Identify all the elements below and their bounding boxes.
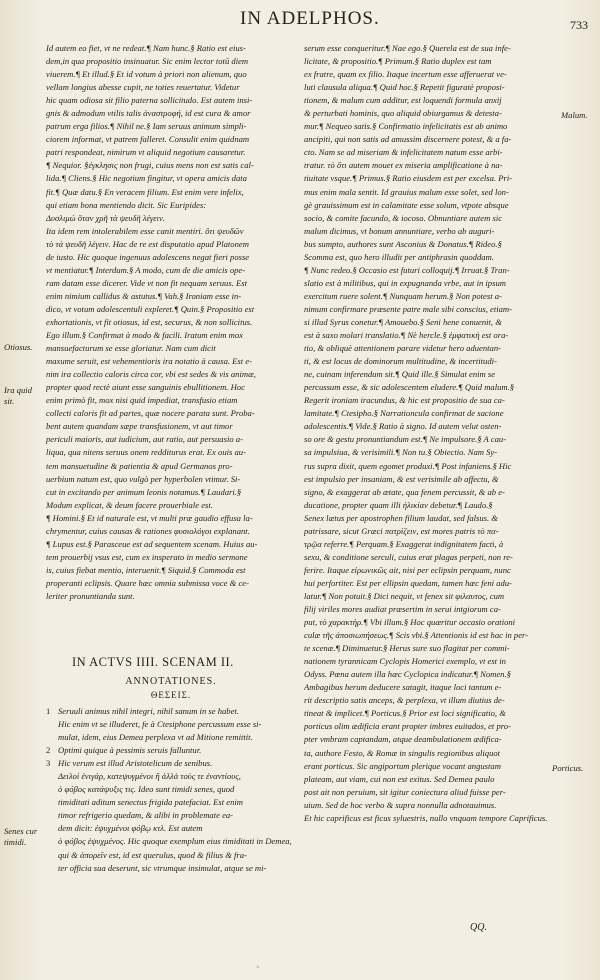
text-line: nimum confirmare præsente patre male sibi conscius, etiam- <box>304 303 512 314</box>
text-line: viuerem.¶ Et illud.§ Et id votum à priori non alienum, quo <box>46 69 247 80</box>
annotation-line <box>46 862 296 875</box>
text-line: tratur. τὸ ὅτι autem mouet ex miseria amplificatione à na- <box>304 160 503 171</box>
text-line: ¶ Nequior. §ἐγκλησις non frugi, cuius mens non est satis cal- <box>46 160 254 171</box>
annotation-text: timiditati aditum senectus frigida patefaciat. Est enim <box>58 797 243 808</box>
text-line: ram datam esse dicerer. Vide vt non fit nequam seruus. Est <box>46 277 247 288</box>
text-line: tiuitate vsque.¶ Primus.§ Ratio eiusdem est per excelsa. Pri- <box>304 173 513 184</box>
running-head: IN ADELPHOS. <box>240 8 380 29</box>
annotation-line <box>46 718 296 731</box>
text-line: tio, & obliquè attentionem parare videtur hero aduentan- <box>304 343 501 354</box>
annotation-number: 2 <box>46 745 51 756</box>
text-line: Odyss. Pœna autem illa hæc Cyclopica indicatur.¶ Nomen.§ <box>304 669 511 680</box>
annotation-text: ὁ φόβος κατάψυξις τις. Ideo sunt timidi senes, quod <box>58 784 235 795</box>
annotation-line <box>46 822 296 835</box>
text-line: uerbium natum est, quo vulgò per hyperbolen vtimur. Si- <box>46 473 241 484</box>
annotation-line <box>46 705 296 718</box>
text-line: bus sumpto, authores sunt Asconius & Donatus.¶ Rideo.§ <box>304 238 502 249</box>
text-line: ¶ Nunc redeo.§ Occasio est futuri colloquij.¶ Irruat.§ Tran- <box>304 264 510 275</box>
text-line: serum esse conqueritur.¶ Nae ego.§ Querela est de sua infe- <box>304 43 511 53</box>
text-line: vellam longius abesse cupit, ne toties reuertatur. Videtur <box>46 82 240 93</box>
margin-note-malum: Malum. <box>561 110 588 120</box>
text-line: Et hic caprificus est ficus syluestris, nullo vnquam tempore Caprificus. <box>304 812 548 823</box>
annotation-line <box>46 849 296 862</box>
annotation-line <box>46 770 296 783</box>
text-line: dico, vt votum adolescentuli expleret.¶ Quin.§ Propositio est <box>46 303 255 314</box>
text-line: mur.¶ Nequeo satis.§ Confirmatio infelicitatis est ab animo <box>304 121 508 132</box>
margin-note-porticus: Porticus. <box>552 763 584 773</box>
text-line: tineat & implicet.¶ Porticus.§ Prior est loci significatio, & <box>304 708 506 719</box>
text-line: porticus olim ædificia erant propter imbres euitados, et pro- <box>304 721 511 732</box>
text-line: enim nimium callidus & astutus.¶ Vah.§ Ironiam esse in- <box>46 290 242 301</box>
margin-note-otiosus: Otiosus. <box>4 342 33 352</box>
text-line: vt mentiatur.¶ Interdum.§ A modo, cum de die amicis ope- <box>46 264 246 275</box>
text-line: nationem tyrannicam Cyclopis Homerici exemplo, vt est in <box>304 656 506 667</box>
text-line: chrymentur, cuius causas & rationes φυσιολόγοι explanant. <box>46 525 250 536</box>
text-line: ¶ Homini.§ Et id naturale est, vt multi præ gaudio effusa la- <box>46 512 253 523</box>
annotations-list <box>46 705 296 875</box>
text-line: ferire. Itaque εἰρωνικῶς ait, nisi per eclipsin perquam, nunc <box>304 564 511 575</box>
text-line: & perturbati hominis, quo aliquid obiurgamus & detesta- <box>304 108 502 119</box>
text-line: patrissare, sicut Græci πατρίζειν, est mores patris τὸ πα- <box>304 525 499 536</box>
text-line: pter vmbram captandam, atque deambulationem ædifica- <box>304 734 502 745</box>
text-line: ne, cuinam inferendum sit.¶ Quid ille.§ Simulat enim se <box>304 369 496 380</box>
text-line: adolescentis.¶ Vide.§ Ratio à signo. Id autem velut osten- <box>304 421 502 432</box>
text-line: patrum erga filios.¶ Nihil ne.§ Iam seruus animum simpli- <box>46 121 247 132</box>
annotation-line <box>46 796 296 809</box>
text-line: signo, & exaggerat ab ætate, qua fenem percussit, & ab e- <box>304 486 505 497</box>
annotation-text: Δειλοὶ ἐνιγάρ, κατεψυγμένοι ἢ ἀλλὰ τοὺς τε ἐναντίους, <box>58 771 241 782</box>
text-line: ducatione, propter quam illi ἡλικίαν debetur.¶ Laudo.§ <box>304 499 493 510</box>
text-line: liqua, qua nitens seruus onem redditurus erat. Ex ouis au- <box>46 447 246 458</box>
text-line: ancipiti, qui non satis ad amussim discernere potest, & a fa- <box>304 134 512 145</box>
annotation-number: 1 <box>46 706 51 716</box>
text-line: τρῷα referre.¶ Perquam.§ Exaggerat indignitatem facti, à <box>304 538 504 549</box>
text-line: leriter pronuntianda sunt. <box>46 590 135 601</box>
text-line: sexu, & conditione serculi, cuius erat plagas perpeti, non re- <box>304 551 513 562</box>
text-line: Δυσλιμώ ὅταν χρῆ τὰ ψευδῆ λέγειν. <box>46 212 165 223</box>
annotation-line <box>46 809 296 822</box>
margin-note-senes: Senes cur timidi. <box>4 826 38 847</box>
text-line: tem prouerbij vsus est, cum ex insperato in medio sermone <box>46 551 248 562</box>
text-line: ¶ Lupus est.§ Parasceue est ad sequentem scenam. Huius au- <box>46 538 258 549</box>
text-line: Scomma est, quo hero illudit per antiphrasin quoddam. <box>304 251 494 262</box>
text-line: percussum esse, & sic adolescentem eludere.¶ Quid malum.§ <box>304 382 515 393</box>
annotation-text: dem dicit: ἐψυχμένοι φόβῳ κτλ. Est autem <box>58 823 203 834</box>
annotation-text: mulat, idem, eius Demea perplexa vt ad Mitione remittit. <box>58 732 253 743</box>
annotation-line <box>46 744 296 757</box>
text-line: hui perfortiter. Est per ellipsin quedam, tamen hæc feni adu- <box>304 577 512 588</box>
text-line: lida.¶ Cliens.§ Hic negotium fingitur, vt opera amicis data <box>46 173 247 184</box>
text-line: maxume seruit, est vehementioris ira notatio à causa. Est e- <box>46 356 252 367</box>
text-line: propter quod rectè aiunt esse sanguinis ebullitionem. Hoc <box>46 382 245 393</box>
text-line: fit.¶ Quæ datu.§ En veracem filium. Est enim vere infelix, <box>46 186 244 197</box>
text-line: enim primò fit, mox nisi quid impediat, transfusio etiam <box>46 395 238 406</box>
text-line: est impulsio per insaniam, & est verisimile ab affectu, & <box>304 473 499 484</box>
annotation-line <box>46 783 296 796</box>
text-line: bent autem quandam sæpe transfusionem, vt aut timor <box>46 421 233 432</box>
annotation-text: timor refrigerio quedam, & alibi in problemate ea- <box>58 810 234 821</box>
annotations-title: ANNOTATIONES. <box>125 676 217 687</box>
text-line: nim ira collectio caloris circa cor, vbi est sedes & vis animæ, <box>46 369 256 380</box>
annotations-subtitle: ΘΕΣΕΙΣ. <box>150 690 192 700</box>
text-line: tem mansuetudine & patientia & apud Germanos pro- <box>46 460 233 471</box>
annotation-number: 3 <box>46 758 51 769</box>
text-line: ti, & est locus de dominorum multitudine, & incertitudi- <box>304 356 497 367</box>
text-line: si illud Syrus conetur.¶ Amouebo.§ Seni hene conuenit, & <box>304 316 502 327</box>
text-line: socio, & comite facundo, & iocoso. Obnuntiare autem sic <box>304 212 503 223</box>
text-line: luti clausula aliqua.¶ Quid hoc.§ Repetit figuratè proposi- <box>304 82 505 93</box>
text-line: de iusto. Hic quoque ingenuus adolescens negat fieri posse <box>46 251 250 262</box>
text-line: cut in excitando per animum leonis notamus.¶ Laudari.§ <box>46 486 242 497</box>
text-line: is, cuius fiebat mentio, interuenit.¶ Siquid.§ Commoda est <box>46 564 246 575</box>
text-line: slatio est à militibus, qui in expugnanda vrbe, aut in ipsum <box>304 277 506 288</box>
text-line: erant porticus. Sic angiportum plerique vocant angustam <box>304 760 501 771</box>
text-line: properanti eclipsis. Quare hæc omnia submissa voce & ce- <box>46 577 249 588</box>
section-title: IN ACTVS IIII. SCENAM II. <box>72 655 234 669</box>
text-line: rus supra dixit, quem egomet produxi.¶ Post infaniens.§ Hic <box>304 460 512 471</box>
annotation-text: Hic verum est illud Aristotelicum de senibus. <box>58 758 213 769</box>
text-line: sa impulsiua, & verisimili.¶ Non tu.§ Obiectio. Nam Sy- <box>304 447 498 458</box>
text-line: est à saxo molari translatio.¶ Nè hercle.§ ἐμφατικὴ est ora- <box>304 330 509 341</box>
annotation-text: qui & ἀπορεῖν est, id est querulus, quod & filius & fra- <box>58 849 247 860</box>
text-line: ta, authore Festo, & Romæ in singulis regionibus aliquot <box>304 747 501 758</box>
annotation-text: Hic enim vt se illuderet, fe à Ctesiphone percussum esse si- <box>58 719 262 730</box>
left-column <box>46 42 296 603</box>
text-line: Ambagibus herum deducere satagit, itaque loci tantum e- <box>304 682 502 693</box>
text-line: collecti caloris fit ad partes, quæ nocere parata sunt. Proba- <box>46 408 255 419</box>
text-line: mansuefacturum se esse gloriatur. Nam cum dicit <box>46 343 216 354</box>
text-line: patri respondeat, nimirum vt aliquid negotium causaretur. <box>46 147 246 158</box>
text-line: rit descriptio satis anceps, & perplexa, vt illum diutius de- <box>304 695 505 706</box>
text-line: licitate, & propositio.¶ Primum.§ Ratio duplex est tam <box>304 56 492 67</box>
text-line: hic quam odiosa sit filio paterna sollicitudo. Est autem insi- <box>46 95 253 106</box>
text-line: exhortationis, vt fit otiosus, id est, securus, & non sollicitus. <box>46 316 253 327</box>
text-line: gnis & admodum vtilis talis ἀναστροφή, id est cura & amor <box>46 108 251 119</box>
text-line: periculi maioris, aut iudicium, aut ratio, aut persuasio a- <box>46 434 243 445</box>
text-line: cto. Nam se ad miseriam & infelicitatem natum esse arbi- <box>304 147 503 158</box>
annotation-text: Optimi quique à pessimis seruis falluntur. <box>58 745 202 756</box>
text-line: put, τὸ χαρακτὴρ.¶ Vbi illum.§ Hoc quæritur occasio orationi <box>304 617 516 628</box>
text-line: culæ τῆς ἀποσιωπήσεως.¶ Scis vbi.§ Attentionis id est hac in per- <box>304 630 529 641</box>
text-line: Ego illum.§ Confirmat à modo & facili. Iratum enim mox <box>46 330 243 341</box>
text-line: so ore & gestu pronuntiandum est.¶ Ne impulsore.§ A cau- <box>304 434 507 445</box>
annotation-text: ter officia sua deserunt, sic vtrumque insimulat, atque se mi- <box>58 862 267 873</box>
annotation-line <box>46 731 296 744</box>
text-line: post ait non peruium, sit igitur coniectura aliud fuisse per- <box>304 786 506 797</box>
text-line: lamitate.¶ Ctesipho.§ Narrationcula confirmat de sacione <box>304 408 504 419</box>
text-line: uium. Sed de hoc verbo & supra nonnulla adnotauimus. <box>304 799 497 810</box>
text-line: exercitum ruere solent.¶ Nunquam herum.§ Non potest a- <box>304 290 502 301</box>
margin-note-ira: Ira quid sit. <box>4 385 32 406</box>
text-line: mus enim mala sentit. Id grauius malum esse solet, sed lon- <box>304 186 509 197</box>
annotation-line <box>46 757 296 770</box>
text-line: dem,in qua propositio insinuatur. Sic enim lector totū diem <box>46 56 249 67</box>
text-line: Ita idem rem intolerabilem esse canit mentiri. ὅτι ψευδῶν <box>46 225 244 236</box>
text-line: τὸ τὰ ψευδῆ λέγειν. Hac de re est disputatio apud Platonem <box>46 238 249 249</box>
text-line: Modum explicat, & deum facere prouerbiale est. <box>46 499 213 510</box>
text-line: malum dicimus, vt bonum annuntiare, verbo ab auguri- <box>304 225 495 236</box>
annotation-line <box>46 835 296 848</box>
text-line: filij viriles mores audiat præsertim in serui intgiorum ca- <box>304 604 501 615</box>
text-line: ex fratre, quam ex filio. Itaque incertum esse afferuerat ve- <box>304 69 507 80</box>
text-line: gè grauissimum est in calamitate esse solum, vtpote absque <box>304 199 509 210</box>
text-line: Senex lætus per apostrophen filium laudat, sed falsus. & <box>304 512 498 523</box>
text-line: Id autem eo fiet, vt ne redeat.¶ Nam hunc.§ Ratio est eius- <box>46 43 246 53</box>
text-line: Regerit ironiam iracundus, & hic est propositio de sua ca- <box>304 395 505 406</box>
text-line: latur.¶ Non potuit.§ Dici nequit, vt fenex sit φιλαυτος, cum <box>304 590 505 601</box>
text-line: te scenæ.¶ Diminuetur.§ Herus sure suo flagitat per commi- <box>304 643 510 654</box>
page-bottom-ornament: ◦ <box>256 962 260 973</box>
text-line: tionem, & malum cum additur, est loquendi formula anxij <box>304 95 502 106</box>
annotation-text: Seruuli animus nihil integri, nihil sanum in se habet. <box>58 706 239 716</box>
catchword: QQ. <box>470 922 487 933</box>
text-line: plateam, aut viam, cui non est exitus. Sed Demea paulo <box>304 773 495 784</box>
text-line: ciorem informat, vt patrem falleret. Consulit enim quidnam <box>46 134 250 145</box>
annotation-text: ὁ φόβος ἐψυχμένος. Hic quoque exemplum eius timiditati in Demea, <box>58 836 292 847</box>
page-number: 733 <box>570 18 588 32</box>
text-line: qui etiam bona mentiendo dicit. Sic Euripides: <box>46 199 207 210</box>
right-column <box>304 42 556 825</box>
